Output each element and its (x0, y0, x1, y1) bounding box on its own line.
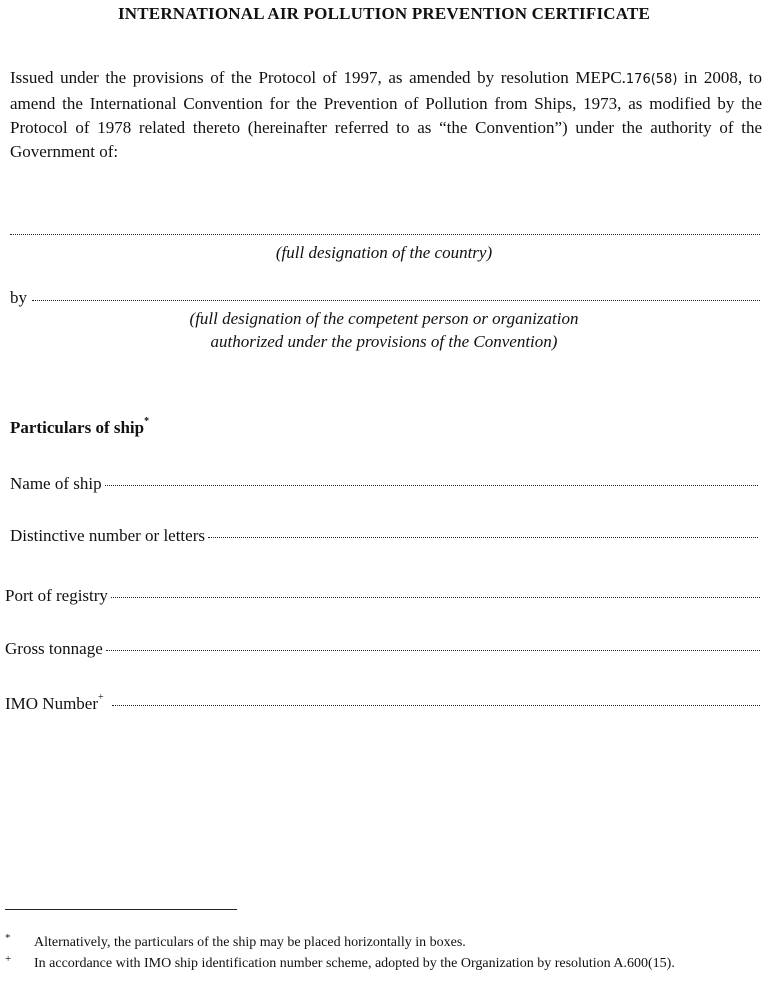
intro-text-end: in 2008, to amend the International Convention for the Prevention of Pollution from Ships, 1973, as modified by the Protocol of 1978 related thereto (hereinafter referred to as “the Convention”) under the authority of the Government of: (10, 68, 762, 161)
certificate-title: INTERNATIONAL AIR POLLUTION PREVENTION CERTIFICATE (117, 4, 651, 23)
particulars-heading-text: Particulars of ship (10, 418, 145, 437)
distinctive-number-blank (208, 537, 758, 538)
name-of-ship-label: Name of ship (10, 474, 102, 493)
imo-number-label (5, 694, 104, 714)
particulars-footnote-mark: * (144, 416, 150, 428)
gross-tonnage-field (5, 639, 760, 659)
organization-caption-line2: authorized under the provisions of the Convention) (210, 332, 558, 351)
particulars-heading (10, 418, 149, 438)
by-label: by (10, 288, 27, 307)
footnote-2-mark: + (5, 953, 12, 965)
port-of-registry-blank (111, 597, 760, 598)
imo-number-label-text: IMO Number (5, 694, 99, 713)
intro-text-start: Issued under the provisions of the Protocol of 1997, as amended by resolution MEPC. (10, 68, 626, 87)
imo-footnote-mark: + (98, 692, 104, 704)
organization-blank-line (32, 300, 760, 301)
footnote-1-text: Alternatively, the particulars of the ship may be placed horizontally in boxes. (34, 935, 466, 950)
gross-tonnage-label: Gross tonnage (5, 639, 103, 658)
distinctive-number-label: Distinctive number or letters (10, 526, 205, 545)
name-of-ship-field (10, 474, 758, 494)
port-of-registry-field (5, 586, 760, 606)
country-blank-line (10, 234, 760, 235)
imo-number-blank (112, 705, 760, 706)
name-of-ship-blank (105, 485, 758, 486)
footnote-separator (5, 909, 237, 910)
country-caption: (full designation of the country) (275, 243, 493, 262)
footnote-1-mark: * (5, 932, 11, 944)
organization-caption-line1: (full designation of the competent person or organization (189, 309, 579, 328)
port-of-registry-label: Port of registry (5, 586, 108, 605)
footnote-2-text: In accordance with IMO ship identification number scheme, adopted by the Organization by resolution A.600(15). (34, 956, 675, 971)
gross-tonnage-blank (106, 650, 760, 651)
distinctive-number-field (10, 526, 758, 546)
resolution-code: 176(58) (625, 72, 678, 87)
issuance-paragraph (10, 66, 762, 164)
imo-number-field (5, 694, 760, 714)
